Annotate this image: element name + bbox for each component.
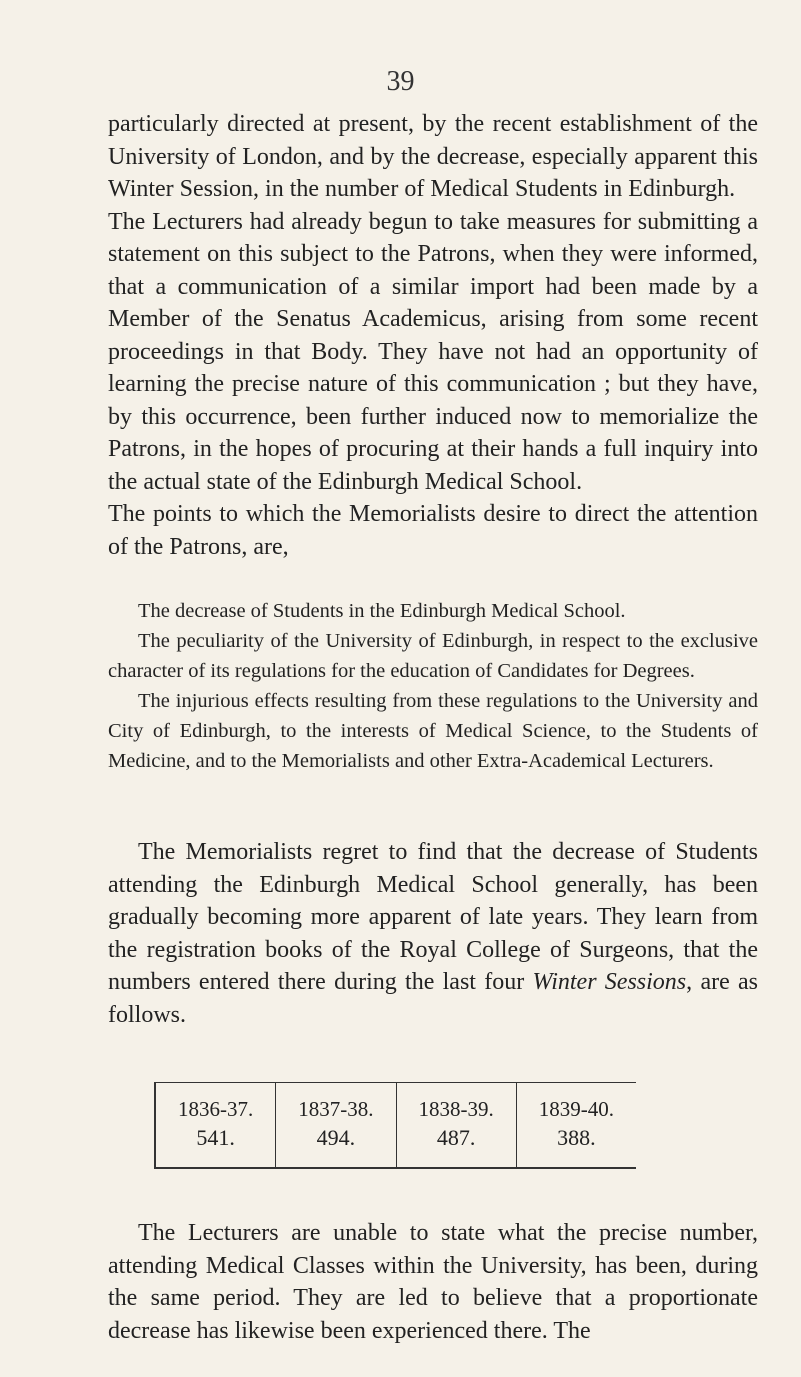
- points-list: [108, 596, 758, 776]
- paragraph-4: [108, 836, 758, 1031]
- list-item: The peculiarity of the University of Edinburgh, in respect to the exclusive character of its regulations for the education of Candidates for Degrees.: [108, 630, 758, 682]
- paragraph-4-end: , are as follows.: [108, 969, 759, 1028]
- table-cell: 1839-40.: [538, 1096, 614, 1121]
- winter-sessions-italic: Winter Sessions: [532, 969, 687, 995]
- table-cell: 494.: [276, 1123, 396, 1168]
- table-cell: 541.: [155, 1123, 276, 1168]
- table-row-sessions: [155, 1083, 636, 1124]
- table-cell: 487.: [396, 1123, 516, 1168]
- text-block-closing: [108, 1217, 758, 1347]
- list-item: The injurious effects resulting from these regulations to the University and City of Edinburgh, to the interests of Medical Science, to the Students of Medicine, and to the Memorialists and other Extra-Academical Lecturers.: [108, 690, 758, 772]
- student-numbers-table: [154, 1082, 636, 1169]
- table-row-numbers: [155, 1123, 636, 1168]
- table-cell: 388.: [557, 1125, 596, 1150]
- page-number: 39: [386, 66, 415, 97]
- paragraph-4-main: The Memorialists regret to find that the decrease of Students attending the Edinburgh Medical School generally, has been gradually becoming more apparent of late years. They learn from the registration books of the Royal College of Surgeons, that the numbers entered there during the last four: [108, 839, 758, 995]
- table-cell: 1836-37.: [155, 1083, 276, 1124]
- table-cell: 1837-38.: [276, 1083, 396, 1124]
- text-block-decrease: [108, 836, 758, 1031]
- table-cell: 1838-39.: [396, 1083, 516, 1124]
- paragraph-1: particularly directed at present, by the recent establishment of the University of London, and by the decrease, especially apparent this Winter Session, in the number of Medical Students in Edinburgh.: [108, 111, 758, 202]
- paragraph-3: The points to which the Memorialists desire to direct the attention of the Patrons, are,: [108, 501, 758, 560]
- paragraph-2: The Lecturers had already begun to take measures for submitting a statement on this subject to the Patrons, when they were informed, that a communication of a similar import had been made by a Member of the Senatus Academicus, arising from some recent proceedings in that Body. They have not had an opportunity of learning the precise nature of this communication ; but they have, by this occurrence, been further induced now to memorialize the Patrons, in the hopes of procuring at their hands a full inquiry into the actual state of the Edinburgh Medical School.: [108, 208, 758, 495]
- paragraph-5: The Lecturers are unable to state what the precise number, attending Medical Classes within the University, has been, during the same period. They are led to believe that a proportionate decrease has likewise been experienced there. The: [108, 1220, 758, 1344]
- list-item: The decrease of Students in the Edinburgh Medical School.: [138, 600, 626, 622]
- text-block-intro: [108, 108, 758, 563]
